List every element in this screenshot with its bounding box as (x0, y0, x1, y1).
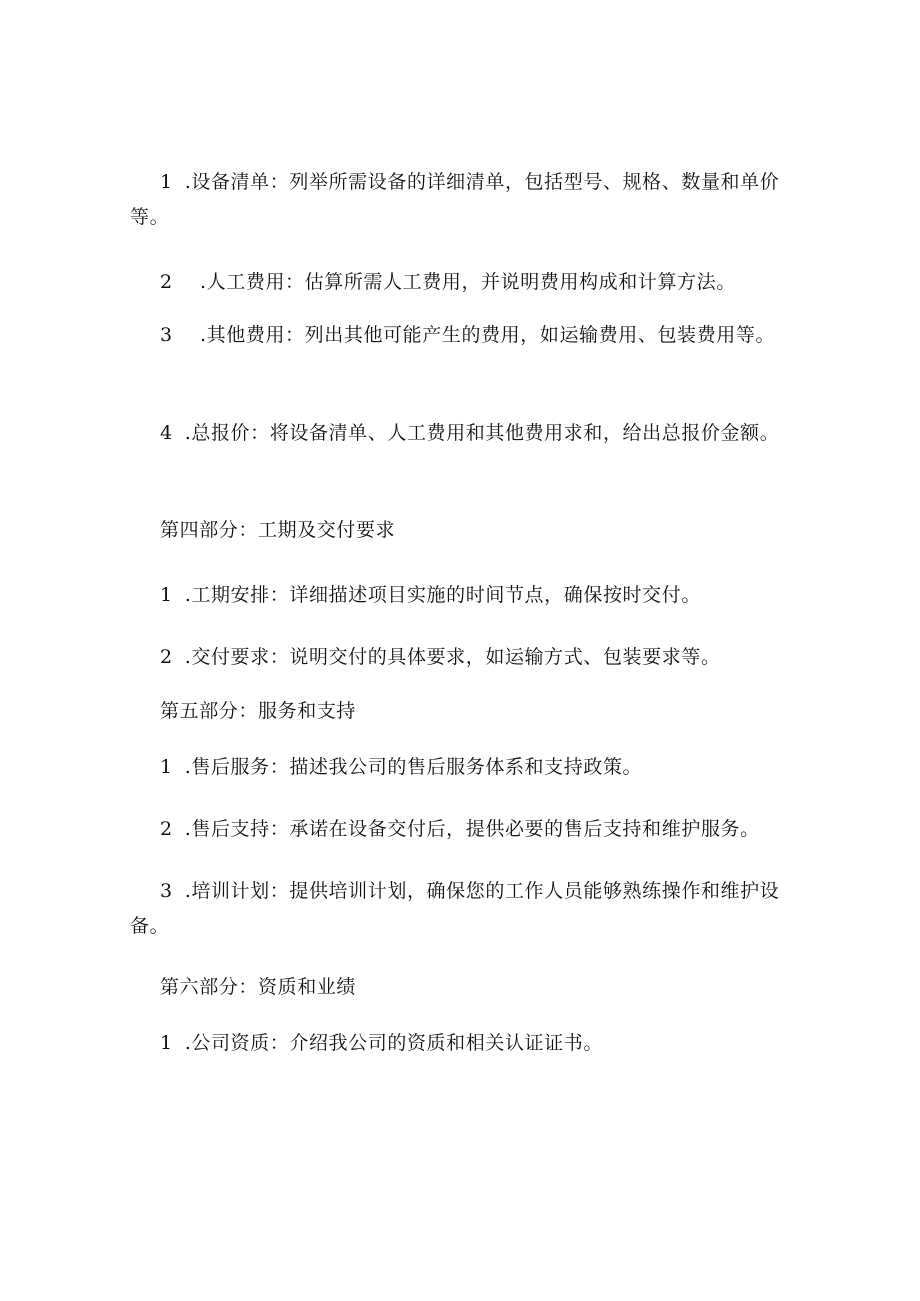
list-item (130, 265, 790, 300)
item-number: 1 (160, 756, 173, 778)
item-number: 1 (160, 1032, 173, 1054)
list-item (130, 578, 790, 613)
item-text: 培训计划：提供培训计划，确保您的工作人员能够熟练操作和维护设备。 (130, 880, 780, 937)
list-item (130, 640, 790, 675)
item-separator: . (200, 271, 207, 293)
item-text: 工期安排：详细描述项目实施的时间节点，确保按时交付。 (191, 584, 701, 606)
item-text: 售后支持：承诺在设备交付后，提供必要的售后支持和维护服务。 (191, 818, 760, 840)
item-number: 2 (160, 818, 173, 840)
list-item (130, 750, 790, 785)
list-item (130, 318, 790, 353)
list-item (130, 812, 790, 847)
item-separator: . (184, 1032, 192, 1054)
item-separator: . (184, 171, 192, 193)
item-number: 1 (160, 171, 173, 193)
item-number: 3 (160, 324, 173, 346)
item-number: 2 (160, 646, 173, 668)
item-text: 售后服务：描述我公司的售后服务体系和支持政策。 (191, 756, 643, 778)
section-heading-part4: 第四部分：工期及交付要求 (160, 519, 396, 541)
item-separator: . (184, 880, 192, 902)
item-separator: . (184, 646, 192, 668)
item-separator: . (200, 324, 207, 346)
item-separator: . (184, 756, 192, 778)
item-text: 交付要求：说明交付的具体要求，如运输方式、包装要求等。 (191, 646, 721, 668)
list-item (130, 416, 790, 451)
item-separator: . (184, 818, 192, 840)
item-separator: . (184, 584, 192, 606)
item-text: 其他费用：列出其他可能产生的费用，如运输费用、包装费用等。 (206, 324, 776, 346)
section-heading-part6: 第六部分：资质和业绩 (160, 976, 357, 998)
item-number: 3 (160, 880, 173, 902)
item-text: 总报价：将设备清单、人工费用和其他费用求和，给出总报价金额。 (191, 422, 780, 444)
section-heading-part5: 第五部分：服务和支持 (160, 700, 357, 722)
item-text: 公司资质：介绍我公司的资质和相关认证证书。 (191, 1032, 603, 1054)
item-text: 设备清单：列举所需设备的详细清单，包括型号、规格、数量和单价等。 (130, 171, 780, 228)
list-item (130, 165, 790, 235)
item-number: 1 (160, 584, 173, 606)
item-separator: . (184, 422, 192, 444)
item-text: 人工费用：估算所需人工费用，并说明费用构成和计算方法。 (206, 271, 736, 293)
item-number: 4 (160, 422, 173, 444)
list-item (130, 874, 790, 944)
item-number: 2 (160, 271, 173, 293)
list-item (130, 1026, 790, 1061)
